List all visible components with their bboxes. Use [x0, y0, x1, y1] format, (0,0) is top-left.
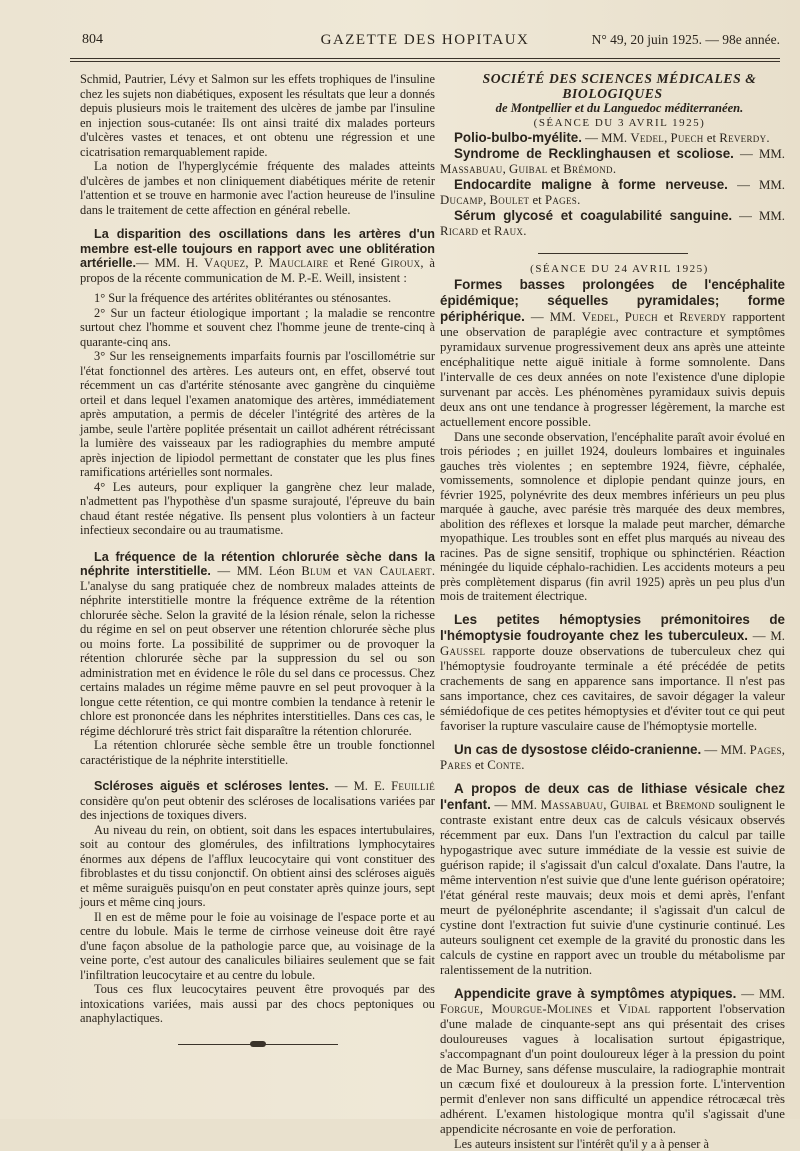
header-rule-top: [70, 58, 780, 59]
article-paragraph: Au niveau du rein, on obtient, soit dans les espaces intertubulaires, soit au contour des glomérules, des infiltrations lymphocytaires énormes aux dépens de l'afflux leucocytaire qui vont constituer des fibroblastes et du tissu conjonctif. On obtient ainsi des scléroses aiguës et même suraiguës puisqu'on en peut constater après quinze jours, sept jours et même cinq jours.: [80, 823, 435, 910]
right-column: [440, 72, 785, 1151]
article-paragraph: Les auteurs insistent sur l'intérêt qu'il y a à penser à: [440, 1137, 785, 1151]
left-column: [80, 72, 435, 1045]
article-paragraph: Il en est de même pour le foie au voisinage de l'espace porte et au centre du lobule. Mais le terme de cirrhose veineuse doit être rayé d'une façon absolue de la pathologie parce que, au voisinage de la veine porte, c'est autour des canalicules biliaires seulement que se fait l'infiltration leucocytaire et au centre du lobule.: [80, 910, 435, 983]
seance-date-2: (SÉANCE DU 24 AVRIL 1925): [440, 262, 785, 277]
entry-recklinghausen: Syndrome de Recklinghausen et scoliose. — MM. Massabuau, Guibal et Brémond.: [440, 146, 785, 177]
end-ornament-rule: [178, 1044, 338, 1045]
article-retention-chloruree: [80, 550, 435, 768]
article-title: Scléroses aiguës et scléroses lentes. — M. E. Feuillié considère qu'on peut obtenir des scléroses de localisations variées par des injections de toxiques divers.: [80, 779, 435, 823]
entry-appendicite: Appendicite grave à symptômes atypiques. — MM. Forgue, Mourgue-Molines et Vidal rapportent l'observation d'une malade de cinquante-sept ans qui présentait des crises douloureuses vagues à localisation surtout épigastrique, s'accompagnant d'un point douloureux léger à la pression du point de Mac Burney, sans défense musculaire, la radiographie montrait un cæcum fixé et douloureux à la pression forte. L'intervention permit d'enlever non sans difficulté un appendice rétrocæcal très adhérent. L'examen histologique montra qu'il s'agissait d'une appendicite nécrosante en voie de perforation.: [440, 986, 785, 1137]
article-paragraph: Dans une seconde observation, l'encéphalite paraît avoir évolué en trois périodes ; en juillet 1924, douleurs lombaires et inguinales gauches très violentes ; en septembre 1924, fièvre, céphalée, vomissements, somnolence et diplopie pendant quinze jours, en février 1925, polynévrite des deux membres inférieurs un peu plus marquée à gauche, avec parésie très marquée des deux membres, abolition des réflexes et lorsque la malade peut marcher, démarche myopathique. Les troubles sont en effet plus marqués au niveau des racines. Pas de signe sensitif, trophique ou sphinctérien. Réaction méningée du liquide céphalo-rachidien. Les accidents moteurs a peu près complètement disparus (fin avril 1925) après un peu plus d'un mois de traitement électrique.: [440, 430, 785, 604]
society-title: SOCIÉTÉ DES SCIENCES MÉDICALES & BIOLOGIQUES: [440, 72, 785, 101]
article-title: La disparition des oscillations dans les artères d'un membre est-elle toujours en rapport avec une oblitération artérielle.— MM. H. Vaquez, P. Mauclaire et René Giroux, à propos de la récente communication de M. P.-E. Weill, insistent :: [80, 227, 435, 285]
page-number: 804: [82, 32, 103, 48]
article-oscillations: [80, 227, 435, 538]
entry-endocardite: Endocardite maligne à forme nerveuse. — MM. Ducamp, Boulet et Pages.: [440, 177, 785, 208]
intro-paragraph: Schmid, Pautrier, Lévy et Salmon sur les effets trophiques de l'insuline chez les sujets non diabétiques, exposent les résultats que leur a donnés depuis plusieurs mois le traitement des ulcères de jambe par l'insuline en injection sous-cutanée: Ils ont ainsi traité dix malades porteurs d'ulcères vastes et tenaces, et ont obtenu une régression et une cicatrisation remarquablement rapide.: [80, 72, 435, 159]
intro-paragraph-2: La notion de l'hyperglycémie fréquente des malades atteints d'ulcères de jambes et non cliniquement diabétiques mérite de retenir l'attention et se trouve en harmonie avec l'action heureuse de l'insuline dans le traitement de cette affection en général rebelle.: [80, 159, 435, 217]
list-item: 2° Sur un facteur étiologique important ; la maladie se rencontre surtout chez l'homme et souvent chez l'homme jeune de trente-cinq à quarante-cinq ans.: [80, 306, 435, 350]
entry-serum: Sérum glycosé et coagulabilité sanguine. — MM. Ricard et Raux.: [440, 208, 785, 239]
article-paragraph: Tous ces flux leucocytaires peuvent être provoqués par des intoxications variées, mais aussi par des chocs peptoniques ou anaphylactiques.: [80, 982, 435, 1026]
section-rule: [538, 253, 688, 254]
list-item: 4° Les auteurs, pour expliquer la gangrène chez leur malade, n'admettent pas l'hypothèse d'un spasme surajouté, l'épreuve du bain chaud étant restée négative. Ils pensent plus volontiers à un facteur infectieux secondaire ou au traumatisme.: [80, 480, 435, 538]
header-rule-bottom: [70, 61, 780, 62]
issue-info: N° 49, 20 juin 1925. — 98e année.: [592, 32, 780, 48]
entry-lithiase: A propos de deux cas de lithiase vésicale chez l'enfant. — MM. Massabuau, Guibal et Bremond soulignent le contraste existant entre deux cas de calculs vésicaux observés récemment par eux. Dans l'un l'extraction du calcul par taille hypogastrique avec suture immédiate de la vessie est suivie de guérison rapide; il s'agissait d'un calcul d'oxalate. Dans l'autre, la même intervention n'est suivie que d'une lente guérison opératoire; l'état général reste mauvais; deux mois et demi après, l'enfant meurt de pyélonéphrite ascendante; il s'agissait d'un calcul de cystine dont l'extraction fut suivie d'une cystinurie continué. Les auteurs soulignent cet exemple de la gravité du pronostic dans les calculs de cystine en rapport avec un trouble du métabolisme par ralentissement de la nutrition.: [440, 781, 785, 978]
entry-hemoptysies: Les petites hémoptysies prémonitoires de l'hémoptysie foudroyante chez les tuberculeux. — M. Gaussel rapporte douze observations de tuberculeux chez qui l'hémoptysie foudroyante terminale a été précédée de petits crachements de sang en apparence sans importance. Il n'est pas sans importance, chez ces cavitaires, de savoir dégager la valeur sémiédofique de ces petites hémoptysies et d'éviter tout ce qui peut favoriser la rupture vasculaire cause de l'hémoptysie mortelle.: [440, 612, 785, 734]
seance-date-1: (SÉANCE DU 3 AVRIL 1925): [440, 116, 785, 131]
society-subtitle: de Montpellier et du Languedoc méditerranéen.: [440, 101, 785, 116]
article-title: La fréquence de la rétention chlorurée sèche dans la néphrite interstitielle. — MM. Léon Blum et van Caulaert. L'analyse du sang pratiquée chez de nombreux malades atteints de néphrite interstitielle montre la fréquence extrême de la rétention chlorurée sèche. Selon la gravité de la lésion rénale, selon la richesse du régime en sel on peut observer une rétention chlorurée sèche plus ou moins forte. La possibilité de supprimer ou de provoquer la rétention chlorurée sèche par la suppression du sel ou son administration met en évidence le rôle du sel dans ce processus. Chez certains malades un régime même pauvre en sel peut provoquer à la longue cette rétention, ce qui montre combien la tendance à retenir le chlore est prononcée dans les néphrites interstitielles. Dans ces cas, le régime déchloruré très strict fait disparaître la rétention chlorurée.: [80, 550, 435, 739]
journal-title: GAZETTE DES HOPITAUX: [70, 32, 780, 49]
entry-dysostose: Un cas de dysostose cléido-cranienne. — MM. Pages, Pares et Conte.: [440, 742, 785, 773]
list-item: 3° Sur les renseignements imparfaits fournis par l'oscillométrie sur l'état fonctionnel des artères. Les auteurs ont, en effet, observé tout récemment un cas d'artérite sténosante avec gangrène du cinquième orteil et dans lequel l'examen anatomique des artères, immédiatement après amputation, a permis de déceler l'intégrité des artères de la jambe, seule l'artère poplitée présentait un caillot adhérent rétrécissant la lumière des vaisseaux par les radiographies du membre amputé après injection de lipiodol permettant de constater que les plus fines ramifications artérielles sont normales.: [80, 349, 435, 480]
entry-encephalite: Formes basses prolongées de l'encéphalite épidémique; séquelles pyramidales; forme périphérique. — MM. Vedel, Puech et Reverdy rapportent une observation de paraplégie avec contracture et symptômes pyramidaux survenue progressivement deux ans après une atteinte encéphalitique nette aiguë initiale à forme somnolente. Dans l'intervalle de ces deux années on note l'existence d'une diplopie survenant par accès. Les phénomènes pyramidaux suivis depuis deux ans ont une tendance à progresser légèrement, la marche est actuellement encore possible.: [440, 277, 785, 430]
entry-polio: Polio-bulbo-myélite. — MM. Vedel, Puech et Reverdy.: [440, 130, 785, 146]
list-item: 1° Sur la fréquence des artérites oblitérantes ou sténosantes.: [80, 291, 435, 306]
article-scleroses: [80, 779, 435, 1026]
page-header: [70, 30, 780, 58]
article-paragraph: La rétention chlorurée sèche semble être un trouble fonctionnel caractéristique de la néphrite interstitielle.: [80, 738, 435, 767]
